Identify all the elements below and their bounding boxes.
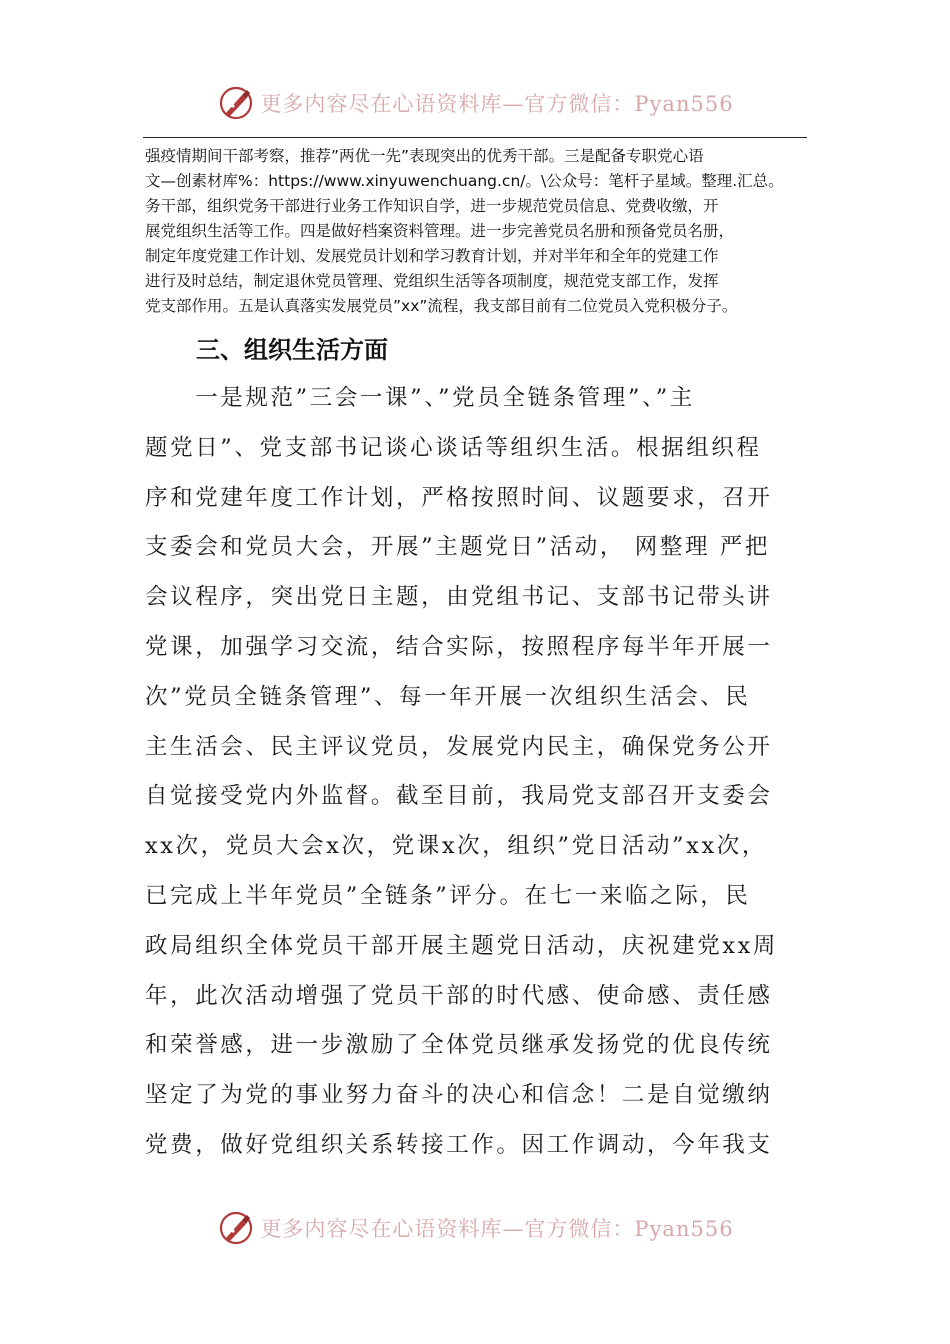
body-line: 党课，加强学习交流，结合实际，按照程序每半年开展一 [145, 633, 773, 660]
watermark-text: 更多内容尽在心语资料库—官方微信：Pyan556 [260, 92, 734, 116]
header-divider [143, 137, 807, 138]
body-line: 一是规范”三会一课”、”党员全链条管理”、”主 [145, 385, 696, 411]
intro-line: 进行及时总结，制定退休党员管理、党组织生活等各项制度，规范党支部工作，发挥 [145, 272, 719, 290]
intro-line: 党支部作用。五是认真落实发展党员”xx”流程，我支部目前有二位党员入党积极分子。 [145, 297, 738, 315]
body-line: 已完成上半年党员”全链条”评分。在七一来临之际，民 [145, 882, 751, 909]
body-line: 支委会和党员大会，开展”主题党日”活动， 网整理 严把 [145, 534, 771, 561]
intro-line: 展党组织生活等工作。四是做好档案资料管理。进一步完善党员名册和预备党员名册， [145, 222, 735, 240]
body-line: 主生活会、民主评议党员，发展党内民主，确保党务公开 [145, 733, 773, 760]
body-paragraph [145, 374, 809, 1171]
intro-line: 强疫情期间干部考察，推荐”两优一先”表现突出的优秀干部。三是配备专职党心语 [145, 147, 704, 165]
intro-line: 制定年度党建工作计划、发展党员计划和学习教育计划，并对半年和全年的党建工作 [145, 247, 719, 265]
body-line: xx次，党员大会x次，党课x次，组织”党日活动”xx次， [145, 833, 767, 860]
body-line: 会议程序，突出党日主题，由党组书记、支部书记带头讲 [145, 584, 773, 611]
pen-nib-logo-icon [216, 1208, 256, 1248]
watermark-text: 更多内容尽在心语资料库—官方微信：Pyan556 [260, 1217, 734, 1241]
watermark-footer [0, 1203, 950, 1253]
body-line: 序和党建年度工作计划，严格按照时间、议题要求，召开 [145, 484, 773, 511]
body-line: 政局组织全体党员干部开展主题党日活动，庆祝建党xx周 [145, 932, 778, 959]
body-line: 自觉接受党内外监督。截至目前，我局党支部召开支委会 [145, 783, 773, 810]
watermark-header [0, 78, 950, 128]
body-line: 次”党员全链条管理”、每一年开展一次组织生活会、民 [145, 683, 751, 710]
intro-line: 文—创素材库%：https://www.xinyuwenchuang.cn/。\公众号：笔杆子星域。整理.汇总。 [145, 172, 784, 190]
intro-paragraph [145, 144, 809, 319]
pen-nib-logo-icon [216, 83, 256, 123]
body-line: 党费，做好党组织关系转接工作。因工作调动，今年我支 [145, 1131, 773, 1158]
section-heading: 三、组织生活方面 [196, 336, 388, 364]
intro-line: 务干部，组织党务干部进行业务工作知识自学，进一步规范党员信息、党费收缴，开 [145, 197, 719, 215]
body-line: 坚定了为党的事业努力奋斗的决心和信念！二是自觉缴纳 [145, 1082, 773, 1109]
body-line: 题党日”、党支部书记谈心谈话等组织生活。根据组织程 [145, 434, 762, 461]
body-line: 年，此次活动增强了党员干部的时代感、使命感、责任感 [145, 982, 773, 1009]
body-line: 和荣誉感，进一步激励了全体党员继承发扬党的优良传统 [145, 1032, 773, 1059]
